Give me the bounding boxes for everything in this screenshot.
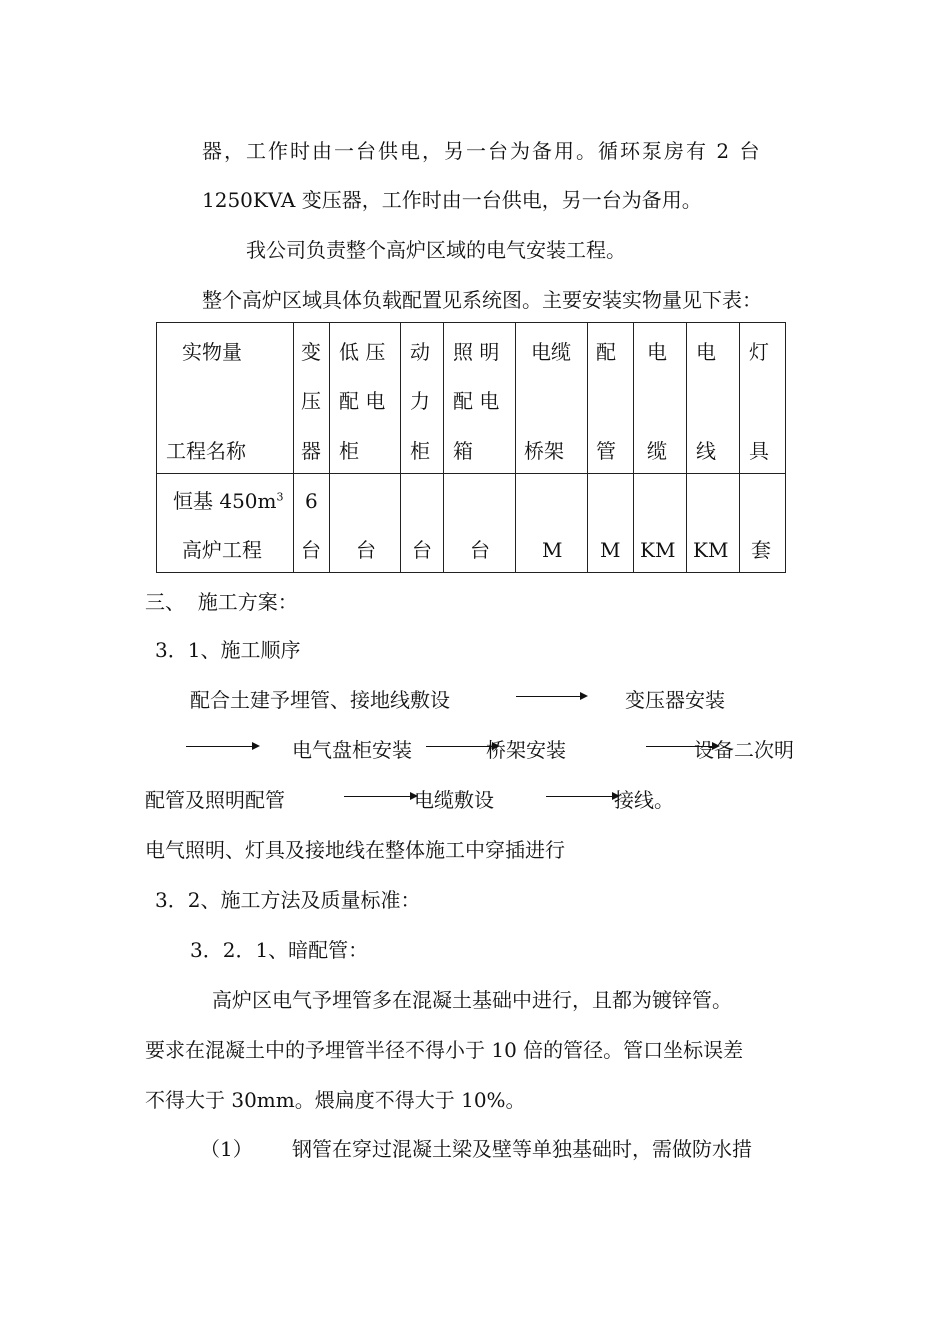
header-text: 低 压 xyxy=(339,340,386,364)
subsection-3-1: 3．1、施工顺序 xyxy=(155,638,301,662)
body-line-3: 不得大于 30mm。煨扁度不得大于 10%。 xyxy=(145,1088,526,1112)
unit-label: 台 xyxy=(470,538,490,562)
table-corner-cell xyxy=(157,323,294,474)
section-heading: 三、 施工方案： xyxy=(145,590,298,614)
body-line-2: 要求在混凝土中的予埋管半径不得小于 10 倍的管径。管口坐标误差 xyxy=(145,1038,744,1062)
flow-arrow-icon xyxy=(516,696,586,697)
header-text: 电 xyxy=(647,340,667,364)
corner-top-label: 实物量 xyxy=(182,340,242,364)
header-text: 力 xyxy=(410,389,430,413)
header-text: 具 xyxy=(749,439,769,463)
header-text: 电 xyxy=(696,340,716,364)
qty-cell xyxy=(330,474,401,573)
corner-bottom-label: 工程名称 xyxy=(166,439,246,463)
flow-step-wiring: 接线。 xyxy=(614,788,674,812)
header-lamp xyxy=(740,323,786,474)
qty-cell xyxy=(588,474,634,573)
paragraph-line-4: 整个高炉区域具体负载配置见系统图。主要安装实物量见下表： xyxy=(202,288,762,312)
header-text: 配 电 xyxy=(339,389,386,413)
header-text: 电缆 xyxy=(531,340,571,364)
paragraph-line-2: 1250KVA 变压器，工作时由一台供电，另一台为备用。 xyxy=(202,188,702,212)
header-text: 柜 xyxy=(410,439,430,463)
qty-cell xyxy=(444,474,516,573)
header-cable xyxy=(634,323,687,474)
qty-cell xyxy=(687,474,740,573)
header-text: 灯 xyxy=(749,340,769,364)
qty-cell xyxy=(516,474,588,573)
header-low-voltage-cabinet xyxy=(330,323,401,474)
unit-label: KM xyxy=(693,538,729,562)
list-item-number: （1） xyxy=(200,1137,253,1161)
header-text: 线 xyxy=(696,439,716,463)
unit-label: 套 xyxy=(751,538,771,562)
header-text: 管 xyxy=(596,439,616,463)
qty-cell xyxy=(401,474,444,573)
header-transformer xyxy=(294,323,330,474)
body-line-1: 高炉区电气予埋管多在混凝土基础中进行，且都为镀锌管。 xyxy=(212,988,732,1012)
header-text: 柜 xyxy=(339,439,359,463)
header-conduit xyxy=(588,323,634,474)
table-header-row xyxy=(157,323,786,474)
header-text: 动 xyxy=(410,340,430,364)
header-text: 桥架 xyxy=(524,439,564,463)
project-name-cell xyxy=(157,474,294,573)
unit-label: KM xyxy=(640,538,676,562)
qty-value: 6 xyxy=(305,489,318,513)
paragraph-line-3: 我公司负责整个高炉区域的电气安装工程。 xyxy=(246,238,626,262)
unit-label: 台 xyxy=(301,538,321,562)
header-text: 器 xyxy=(301,439,321,463)
flow-note: 电气照明、灯具及接地线在整体施工中穿插进行 xyxy=(145,838,565,862)
header-text: 缆 xyxy=(647,439,667,463)
flow-arrow-icon xyxy=(344,796,416,797)
header-cable-tray xyxy=(516,323,588,474)
subsection-3-2-1: 3．2．1、暗配管： xyxy=(190,938,369,962)
subsection-3-2: 3．2、施工方法及质量标准： xyxy=(155,888,421,912)
flow-step-tray: 桥架安装 xyxy=(486,738,566,762)
flow-arrow-icon xyxy=(546,796,618,797)
header-wire xyxy=(687,323,740,474)
flow-step-equipment: 设备二次明 xyxy=(694,738,794,762)
header-text: 配 xyxy=(596,340,616,364)
header-lighting-box xyxy=(444,323,516,474)
header-text: 变 xyxy=(301,340,321,364)
flow-step-cabinet: 电气盘柜安装 xyxy=(292,738,412,762)
unit-label: M xyxy=(600,538,621,562)
flow-step-embedded-pipe: 配合土建予埋管、接地线敷设 xyxy=(190,688,450,712)
unit-label: M xyxy=(542,538,563,562)
flow-step-cable-laying: 电缆敷设 xyxy=(414,788,494,812)
qty-cell xyxy=(634,474,687,573)
quantity-table xyxy=(156,322,786,573)
header-power-cabinet xyxy=(401,323,444,474)
flow-arrow-icon xyxy=(186,746,258,747)
paragraph-line-1: 器，工作时由一台供电，另一台为备用。循环泵房有 2 台 xyxy=(202,139,762,163)
qty-cell xyxy=(740,474,786,573)
unit-label: 台 xyxy=(412,538,432,562)
header-text: 箱 xyxy=(453,439,473,463)
header-text: 照 明 xyxy=(453,340,500,364)
flow-step-transformer: 变压器安装 xyxy=(625,688,725,712)
header-text: 压 xyxy=(301,389,321,413)
table-row xyxy=(157,474,786,573)
project-name-line2: 高炉工程 xyxy=(182,538,262,562)
qty-cell xyxy=(294,474,330,573)
list-item-text: 钢管在穿过混凝土梁及壁等单独基础时，需做防水措 xyxy=(292,1137,752,1161)
unit-label: 台 xyxy=(356,538,376,562)
header-text: 配 电 xyxy=(453,389,500,413)
project-name-line1: 恒基 $450m^3$ xyxy=(173,489,284,513)
flow-step-conduit: 配管及照明配管 xyxy=(145,788,285,812)
